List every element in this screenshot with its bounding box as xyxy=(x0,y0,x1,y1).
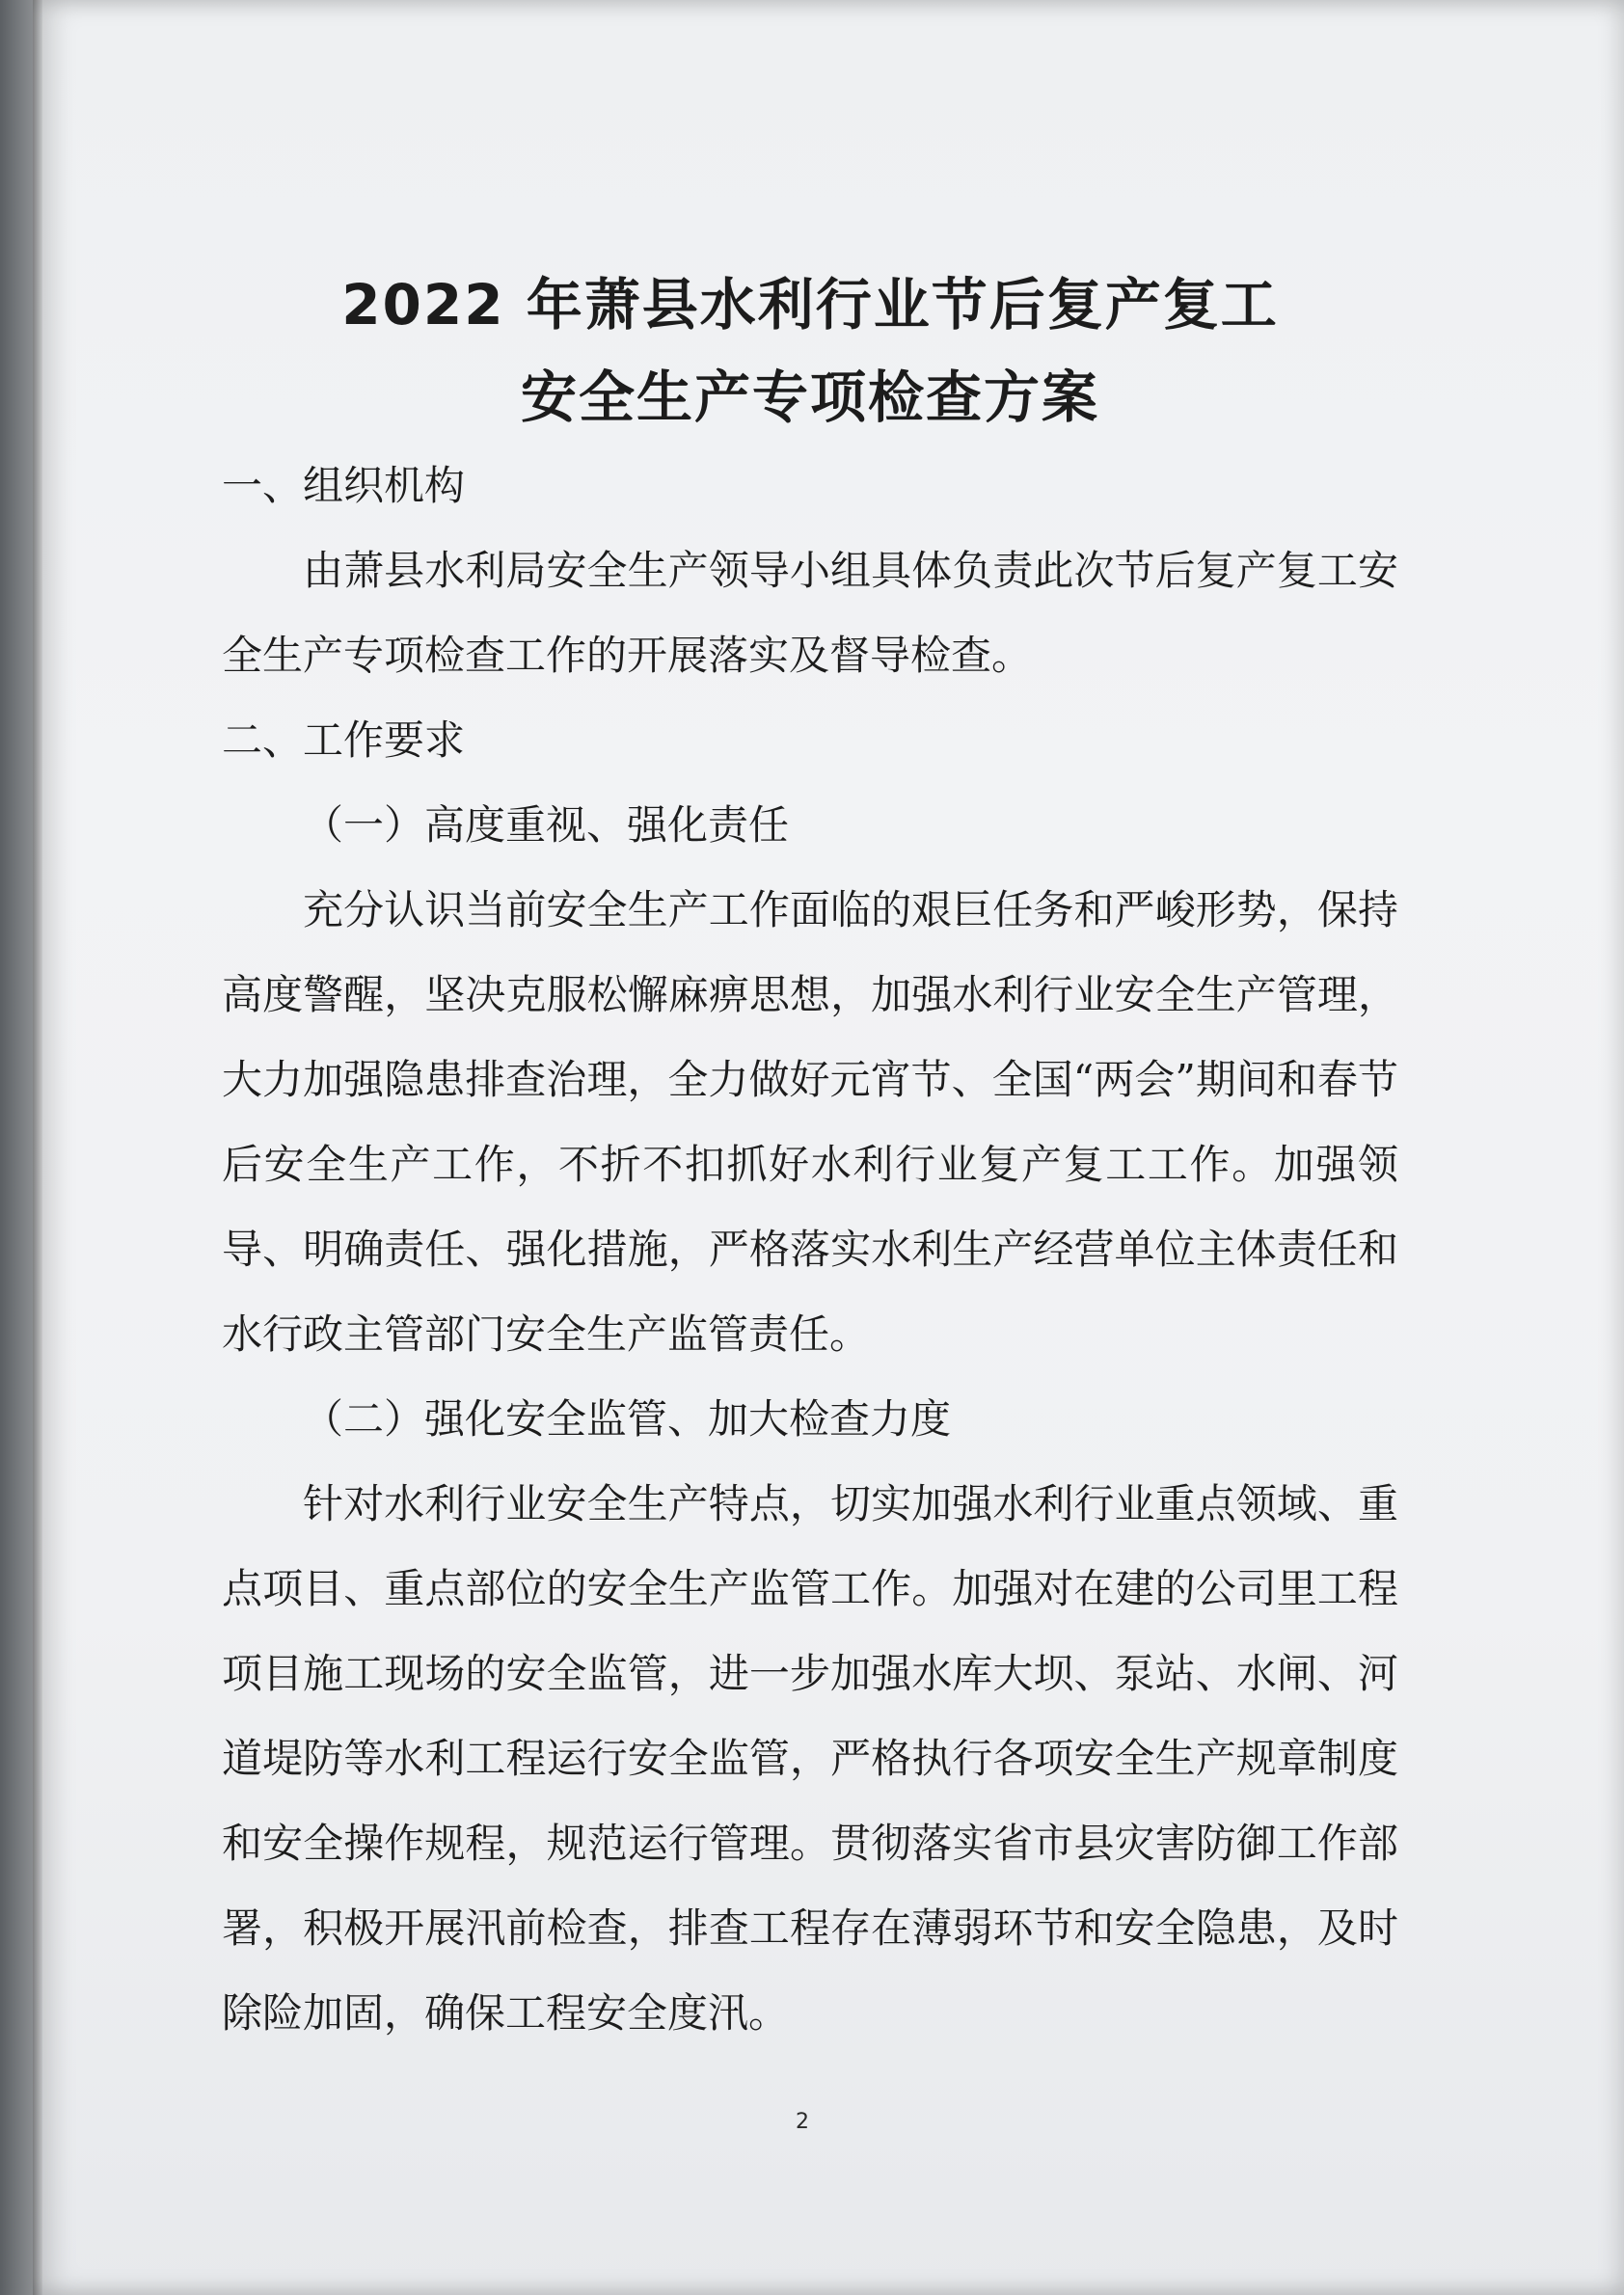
subsection-1-heading: （一）高度重视、强化责任 xyxy=(303,801,790,849)
subsection-1-paragraph: 充分认识当前安全生产工作面临的艰巨任务和严峻形势，保持高度警醒，坚决克服松懈麻痹思想，加强水利行业安全生产管理，大力加强隐患排查治理，全力做好元宵节、全国“两会”期间和春节后安全生产工作，不折不扣抓好水利行业复产复工工作。加强领导、明确责任、强化措施，严格落实水利生产经营单位主体责任和水行政主管部门安全生产监管责任。 xyxy=(222,886,1398,1358)
title-line-1: 2022 年萧县水利行业节后复产复工 xyxy=(341,272,1279,338)
page-number: 2 xyxy=(796,2110,809,2134)
section-1-paragraph: 由萧县水利局安全生产领导小组具体负责此次节后复产复工安全生产专项检查工作的开展落实及督导检查。 xyxy=(222,547,1398,679)
document-title xyxy=(222,258,1398,444)
title-line-2: 安全生产专项检查方案 xyxy=(520,364,1099,430)
section-2-heading: 二、工作要求 xyxy=(222,716,466,764)
subsection-2-heading: （二）强化安全监管、加大检查力度 xyxy=(303,1395,952,1443)
document-content xyxy=(222,258,1398,2056)
section-1-heading: 一、组织机构 xyxy=(222,462,466,509)
subsection-2-paragraph: 针对水利行业安全生产特点，切实加强水利行业重点领域、重点项目、重点部位的安全生产监管工作。加强对在建的公司里工程项目施工现场的安全监管，进一步加强水库大坝、泵站、水闸、河道堤防等水利工程运行安全监管，严格执行各项安全生产规章制度和安全操作规程，规范运行管理。贯彻落实省市县灾害防御工作部署，积极开展汛前检查，排查工程存在薄弱环节和安全隐患，及时除险加固，确保工程安全度汛。 xyxy=(222,1480,1398,2037)
page-fold-shadow xyxy=(33,0,42,2295)
